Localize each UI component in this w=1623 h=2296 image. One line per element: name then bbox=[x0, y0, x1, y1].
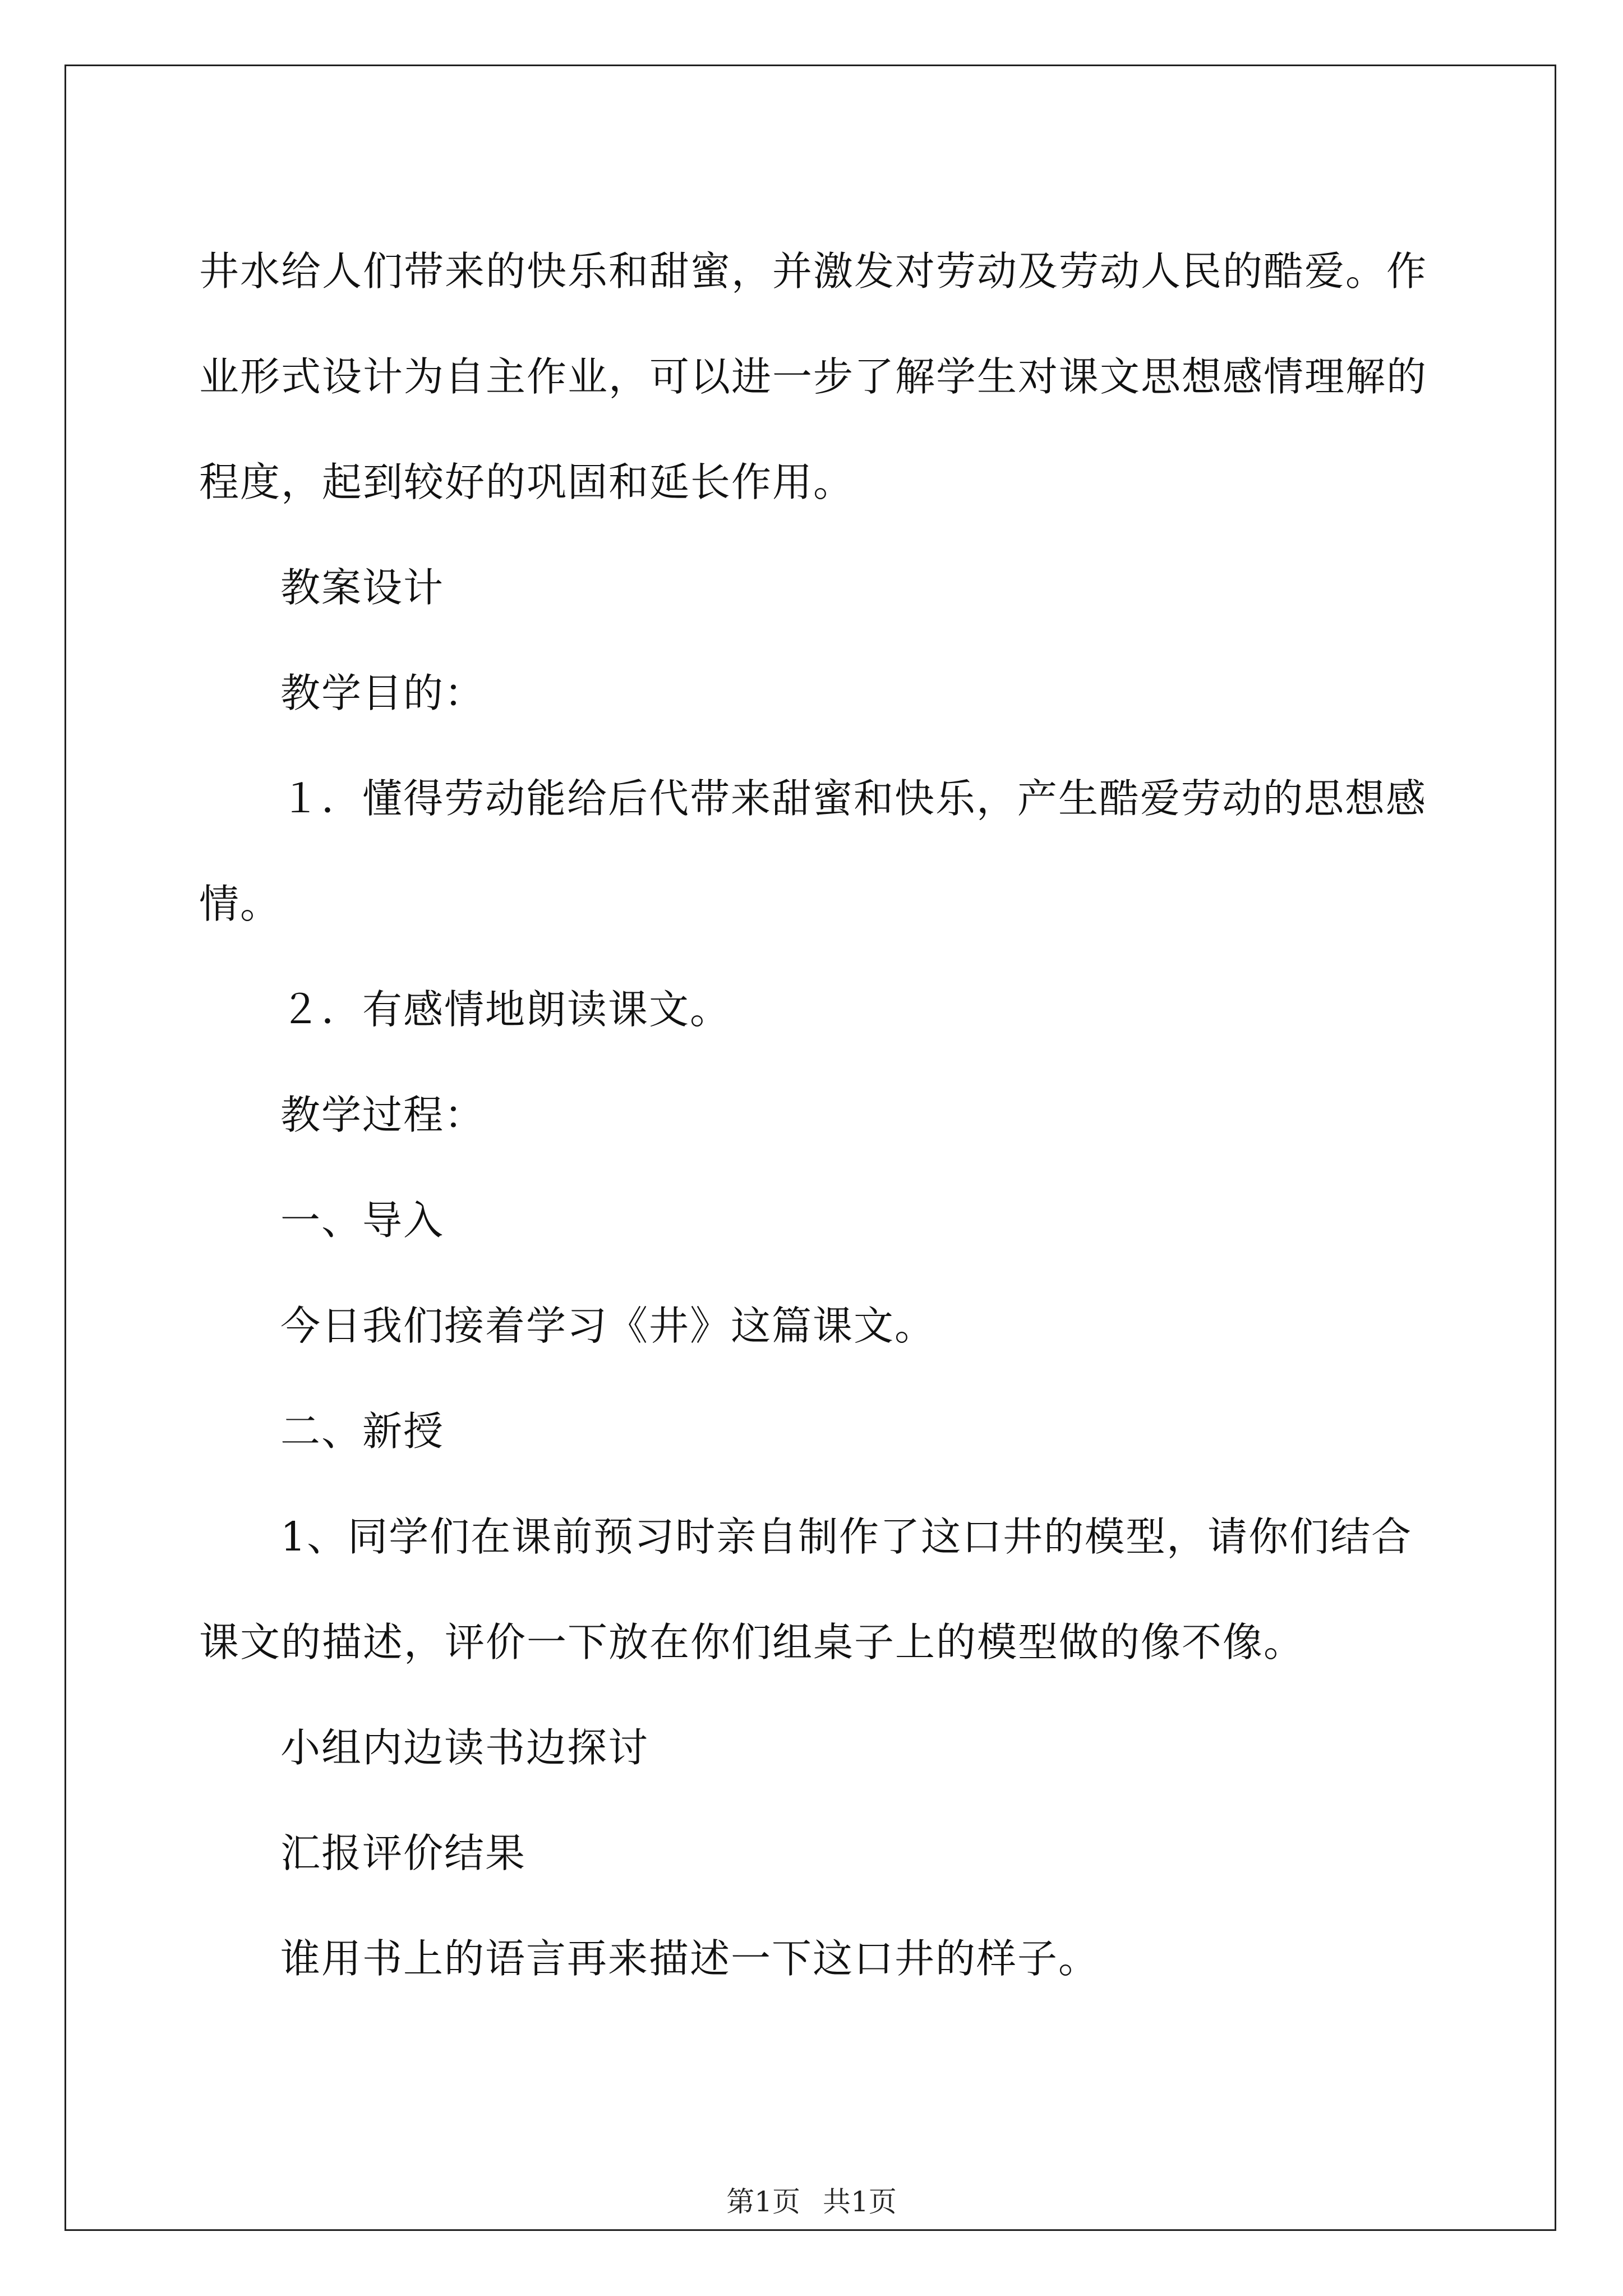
paragraph: 一、导入 bbox=[280, 1197, 445, 1244]
paragraph: ２．有感情地朗读课文。 bbox=[280, 986, 731, 1033]
paragraph: 谁用书上的语言再来描述一下这口井的样子。 bbox=[280, 1935, 1100, 1982]
paragraph: 井水给人们带来的快乐和甜蜜，并激发对劳动及劳动人民的酷爱。作业形式设计为自主作业，可以进一步了解学生对课文思想感情理解的程度，起到较好的巩固和延长作用。 bbox=[199, 248, 1428, 505]
paragraph: 今日我们接着学习《井》这篇课文。 bbox=[280, 1303, 936, 1349]
document-body bbox=[199, 219, 1433, 2012]
paragraph: 汇报评价结果 bbox=[280, 1830, 527, 1876]
page-number: 第1页 bbox=[726, 2185, 800, 2218]
paragraph: 二、新授 bbox=[280, 1408, 445, 1455]
paragraph: 1、同学们在课前预习时亲自制作了这口井的模型，请你们结合课文的描述，评价一下放在你们组桌子上的模型做的像不像。 bbox=[199, 1513, 1413, 1665]
paragraph: 教学目的： bbox=[280, 670, 486, 716]
page-total: 共1页 bbox=[823, 2185, 897, 2218]
paragraph: 教案设计 bbox=[280, 564, 445, 611]
page-footer bbox=[0, 2185, 1623, 2219]
paragraph: １．懂得劳动能给后代带来甜蜜和快乐，产生酷爱劳动的思想感情。 bbox=[199, 775, 1427, 927]
paragraph: 教学过程： bbox=[280, 1092, 486, 1138]
paragraph: 小组内边读书边探讨 bbox=[280, 1724, 649, 1771]
